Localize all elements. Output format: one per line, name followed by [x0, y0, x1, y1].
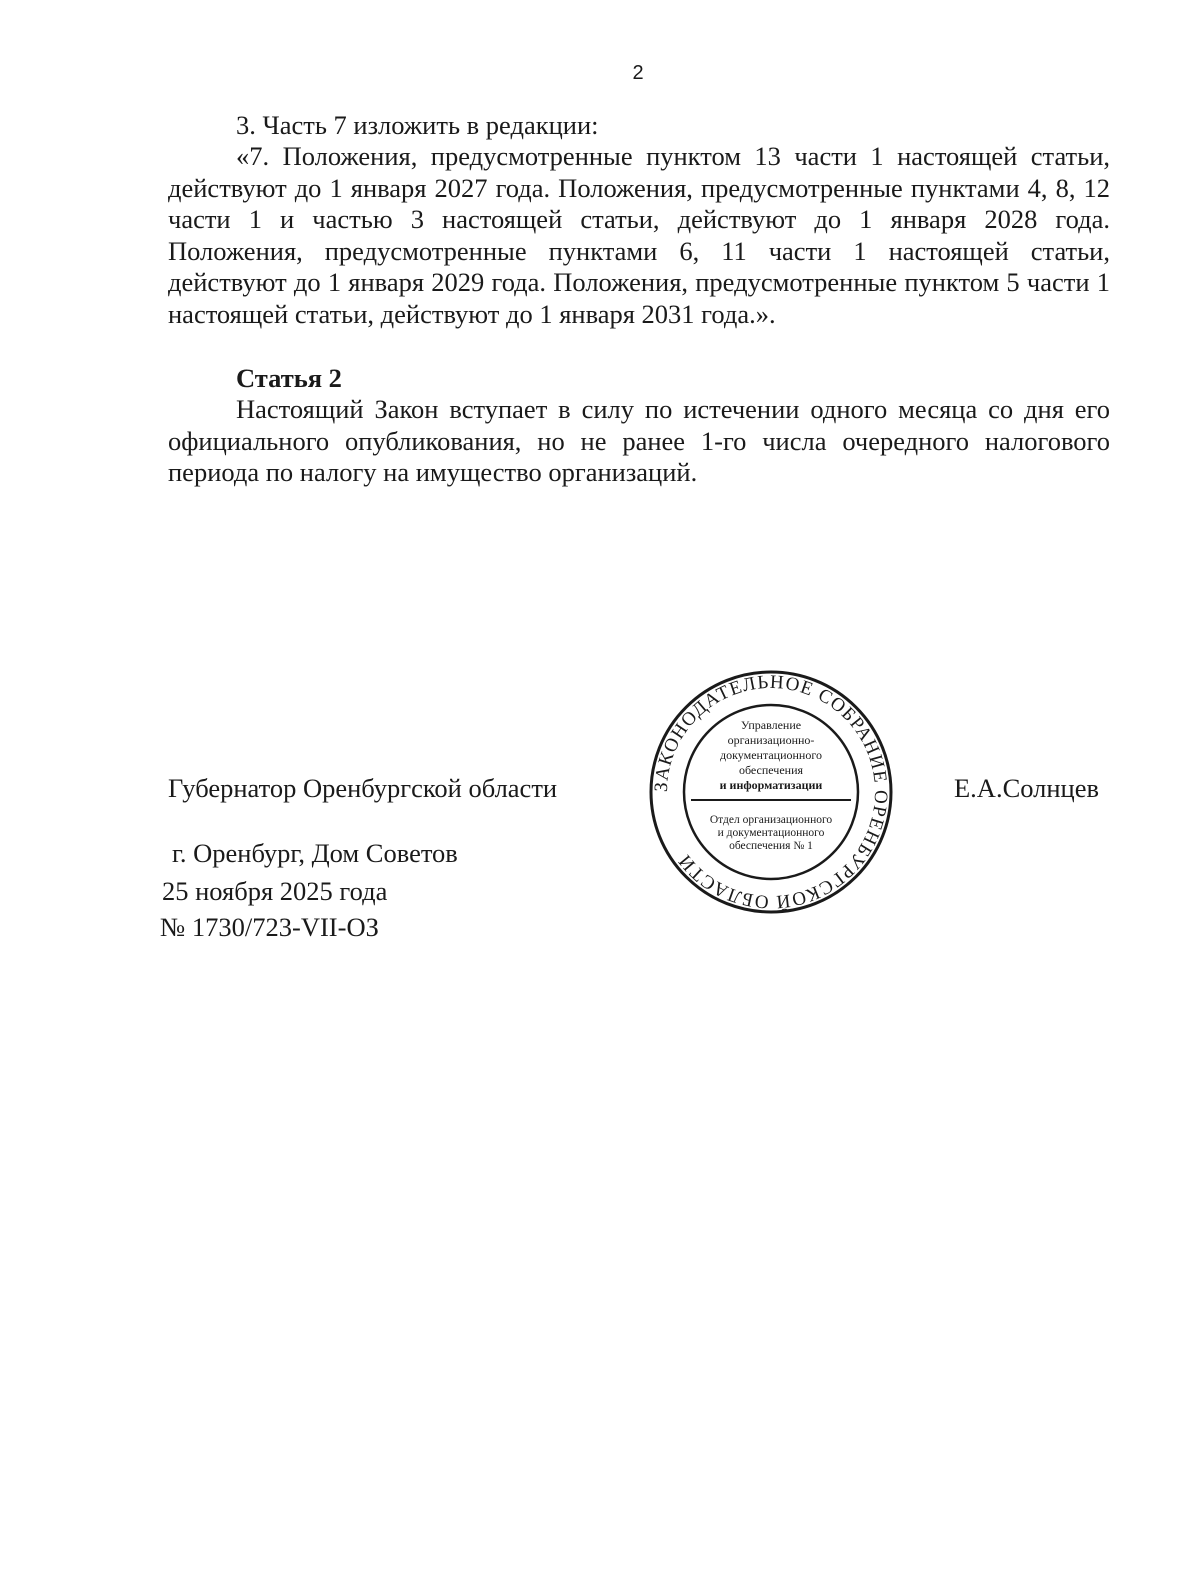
signer-title: Губернатор Оренбургской области	[168, 773, 558, 803]
signing-place: г. Оренбург, Дом Советов	[172, 838, 458, 868]
seal-center-text	[720, 718, 823, 792]
item-3-quote: «7. Положения, предусмотренные пунктом 13 части 1 настоящей статьи, действуют до 1 января 2027 года. Положения, предусмотренные пунктами 4, 8, 12 части 1 и частью 3 настоящей статьи, действуют до 1 января 2028 года. Положения, предусмотренные пунктами 6, 11 части 1 настоящей статьи, действуют до 1 января 2029 года. Положения, предусмотренные пунктом 5 части 1 настоящей статьи, действуют до 1 января 2031 года.».	[168, 141, 1110, 329]
article-2-body: Настоящий Закон вступает в силу по истечении одного месяца со дня его официального опубликования, но не ранее 1-го числа очередного налогового периода по налогу на имущество организаций.	[168, 394, 1110, 487]
seal-line: документационного	[720, 748, 822, 762]
official-seal	[649, 670, 893, 914]
page-number: 2	[632, 62, 644, 84]
article-2-title: Статья 2	[236, 363, 342, 393]
law-number: № 1730/723-VII-ОЗ	[160, 912, 379, 942]
seal-line: Управление	[740, 718, 802, 732]
seal-line: обеспечения № 1	[729, 840, 813, 852]
seal-line: и информатизации	[719, 778, 823, 792]
seal-ring-text: ЗАКОНОДАТЕЛЬНОЕ СОБРАНИЕ ОРЕНБУРГСКОЙ ОБЛАСТИ	[650, 671, 892, 913]
item-3-heading: 3. Часть 7 изложить в редакции:	[236, 110, 599, 140]
seal-line: организационно-	[727, 733, 815, 747]
seal-line: Отдел организационного	[709, 814, 833, 826]
signing-date: 25 ноября 2025 года	[162, 876, 388, 906]
seal-line: и документационного	[717, 827, 825, 839]
seal-line: обеспечения	[738, 763, 804, 777]
signer-name: Е.А.Солнцев	[954, 773, 1100, 803]
